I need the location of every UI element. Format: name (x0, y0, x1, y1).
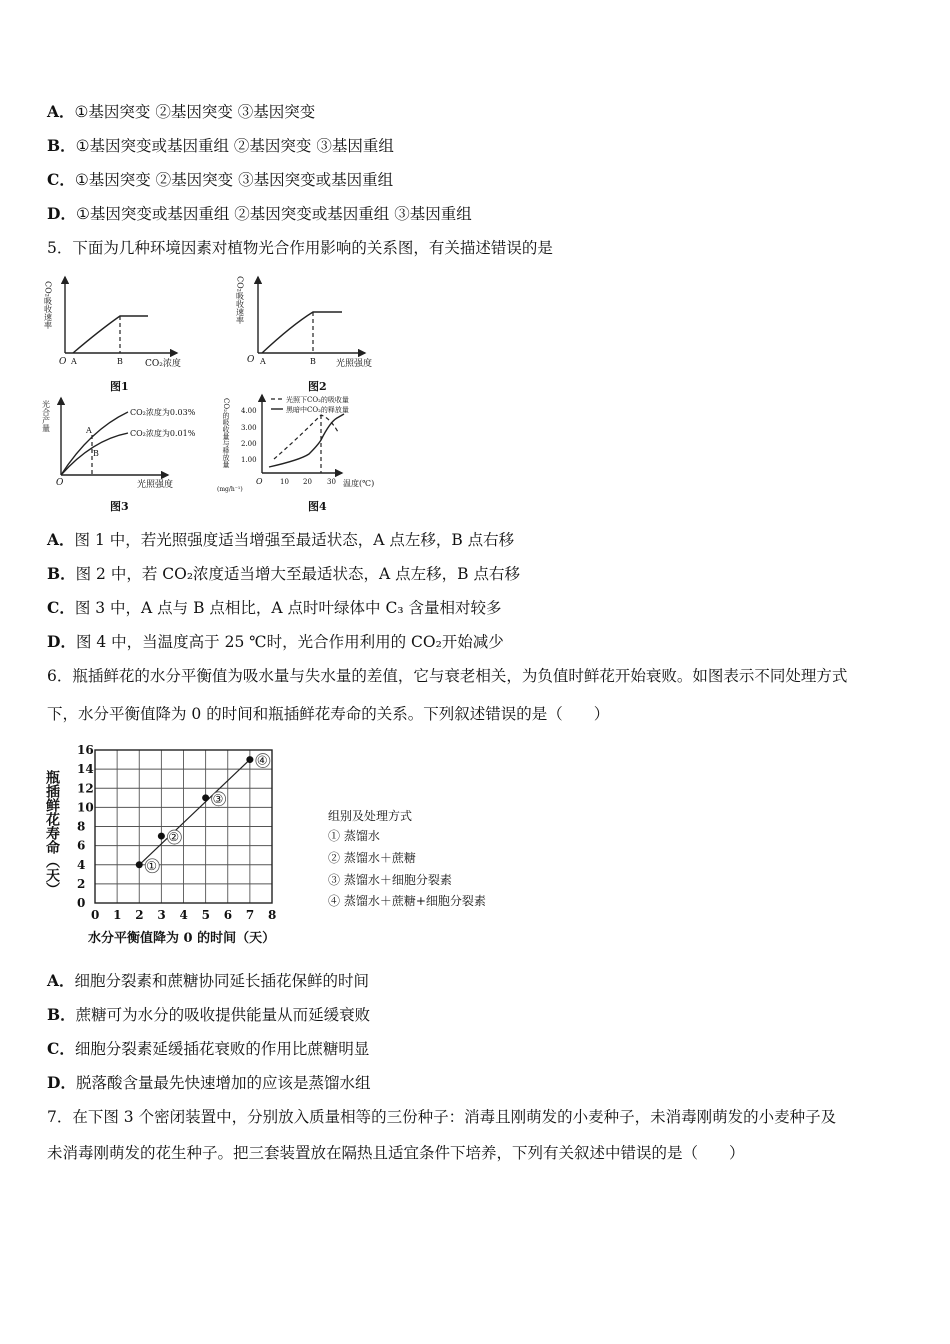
fig1-caption: 图1 (110, 380, 129, 393)
chart-legend-title: 组别及处理方式 (328, 809, 413, 823)
fig2-ylabel: CO₂吸收速率 (235, 276, 245, 324)
fig2-origin: O (247, 355, 255, 365)
fig4-caption: 图4 (308, 500, 327, 513)
fig1-point-b: B (117, 357, 123, 366)
option-text: 图 3 中，A 点与 B 点相比，A 点时叶绿体中 C₃ 含量相对较多 (74, 599, 502, 617)
fig4-ytick: 1.00 (241, 456, 257, 464)
fig3-ylabel: 光合产量 (41, 400, 51, 432)
option-letter: D． (47, 1073, 76, 1092)
fig1-point-a: A (71, 357, 77, 366)
option-letter: B． (47, 564, 76, 583)
point-label: ④ (256, 753, 268, 768)
option-text: 蔗糖可为水分的吸收提供能量从而延缓衰败 (75, 1006, 371, 1024)
fig4-ylabel: CO₂的吸收量与释放量 (222, 398, 230, 468)
fig4-unit: (mg/h⁻¹) (217, 486, 243, 493)
option-letter: A． (47, 102, 75, 121)
x-tick-label: 3 (157, 908, 166, 922)
option-letter: A． (47, 971, 75, 990)
fig4-origin: O (256, 477, 263, 486)
fig4-ytick: 4.00 (241, 407, 257, 415)
y-tick-label: 4 (77, 857, 86, 872)
fig4-ytick: 3.00 (241, 424, 257, 432)
fig3-curve1-label: CO₂浓度为0.03% (130, 408, 196, 417)
fig2-xlabel: 光照强度 (336, 359, 373, 369)
q6-stem-line2: 下，水分平衡值降为 0 的时间和瓶插鲜花寿命的关系。下列叙述错误的是（ ） (47, 705, 610, 723)
point-label: ③ (212, 791, 224, 806)
option-text: 细胞分裂素延缓插花衰败的作用比蔗糖明显 (74, 1040, 370, 1058)
data-point (246, 756, 253, 763)
q6-option-b (47, 1005, 370, 1025)
option-text: ①基因突变或基因重组 ②基因突变 ③基因重组 (75, 137, 394, 155)
option-letter: A． (47, 530, 75, 549)
fig3-origin: O (56, 478, 64, 488)
q6-option-c (47, 1039, 369, 1059)
q7-stem-line2: 未消毒刚萌发的花生种子。把三套装置放在隔热且适宜条件下培养，下列有关叙述中错误的是（ ） (47, 1144, 745, 1162)
chart-ylabel: 瓶插鲜花寿命（天） (44, 770, 60, 896)
x-tick-label: 2 (135, 908, 144, 922)
option-letter: B． (47, 1005, 76, 1024)
fig2-point-a: A (260, 357, 266, 366)
y-tick-label: 6 (77, 838, 86, 853)
fig4-legend-2: 黑暗中CO₂的释放量 (286, 406, 349, 414)
y-tick-label: 14 (77, 762, 94, 777)
option-text: 图 4 中，当温度高于 25 ℃时，光合作用利用的 CO₂开始减少 (75, 633, 504, 651)
chart-legend-item: ① 蒸馏水 (328, 829, 380, 843)
trend-line (141, 760, 249, 863)
fig1-ylabel: CO₂吸收速率 (43, 281, 53, 329)
y-tick-label: 10 (77, 800, 94, 815)
fig3-point-b: B (93, 449, 99, 458)
option-text: 脱落酸含量最先快速增加的应该是蒸馏水组 (75, 1074, 371, 1092)
data-point (202, 794, 209, 801)
fig2-point-b: B (310, 357, 316, 366)
x-tick-label: 8 (268, 908, 277, 922)
data-point (158, 833, 165, 840)
fig2-caption: 图2 (308, 380, 327, 393)
point-label: ② (168, 830, 180, 845)
option-letter: C． (47, 1039, 75, 1058)
x-tick-label: 4 (179, 908, 188, 922)
option-text: ①基因突变或基因重组 ②基因突变或基因重组 ③基因重组 (75, 205, 472, 223)
fig4-ytick: 2.00 (241, 440, 257, 448)
y-tick-label: 2 (77, 876, 86, 891)
fig1-origin: O (59, 357, 67, 367)
option-letter: D． (47, 632, 76, 651)
chart-xlabel: 水分平衡值降为 0 的时间（天） (88, 931, 276, 946)
option-text: 图 2 中，若 CO₂浓度适当增大至最适状态，A 点左移，B 点右移 (75, 565, 520, 583)
chart-legend-item: ③ 蒸馏水＋细胞分裂素 (328, 873, 452, 887)
fig4-xtick: 20 (303, 478, 312, 486)
option-letter: C． (47, 170, 75, 189)
fig4-xtick: 10 (280, 478, 289, 486)
x-tick-label: 0 (91, 908, 100, 922)
x-tick-label: 6 (223, 908, 233, 922)
option-text: ①基因突变 ②基因突变 ③基因突变 (74, 103, 316, 121)
x-tick-label: 5 (201, 908, 210, 922)
fig4-legend-1: 光照下CO₂的吸收量 (286, 396, 349, 404)
option-text: 图 1 中，若光照强度适当增强至最适状态，A 点左移，B 点右移 (74, 531, 515, 549)
q6-option-a (47, 971, 369, 991)
chart-legend-item: ④ 蒸馏水＋蔗糖+细胞分裂素 (328, 894, 486, 908)
option-letter: C． (47, 598, 75, 617)
q6-option-d (47, 1073, 370, 1093)
y-tick-label: 12 (77, 781, 94, 796)
fig1-xlabel: CO₂浓度 (145, 359, 181, 369)
q5-stem: 5．下面为几种环境因素对植物光合作用影响的关系图，有关描述错误的是 (47, 239, 553, 257)
y-tick-label: 16 (77, 743, 94, 757)
fig3-xlabel: 光照强度 (137, 480, 174, 490)
y-tick-label: 8 (77, 819, 86, 834)
fig3-caption: 图3 (110, 500, 129, 513)
x-tick-label: 7 (245, 908, 255, 922)
chart-legend-item: ② 蒸馏水＋蔗糖 (328, 851, 416, 865)
point-label: ① (146, 858, 158, 873)
option-letter: B． (47, 136, 76, 155)
fig4-xlabel: 温度(℃) (343, 479, 375, 488)
q6-stem-line1: 6．瓶插鲜花的水分平衡值为吸水量与失水量的差值，它与衰老相关，为负值时鲜花开始衰败。如图表示不同处理方式 (47, 667, 848, 685)
fig3-point-a: A (86, 426, 92, 435)
option-text: 细胞分裂素和蔗糖协同延长插花保鲜的时间 (74, 972, 370, 990)
option-text: ①基因突变 ②基因突变 ③基因突变或基因重组 (74, 171, 394, 189)
y-tick-label: 0 (77, 896, 86, 910)
q7-stem-line1: 7．在下图 3 个密闭装置中，分别放入质量相等的三份种子：消毒且刚萌发的小麦种子，未消毒刚萌发的小麦种子及 (47, 1108, 837, 1126)
data-point (136, 861, 143, 868)
fig3-curve2-label: CO₂浓度为0.01% (130, 429, 196, 438)
option-letter: D． (47, 204, 76, 223)
x-tick-label: 1 (113, 908, 122, 922)
fig4-xtick: 30 (327, 478, 336, 486)
